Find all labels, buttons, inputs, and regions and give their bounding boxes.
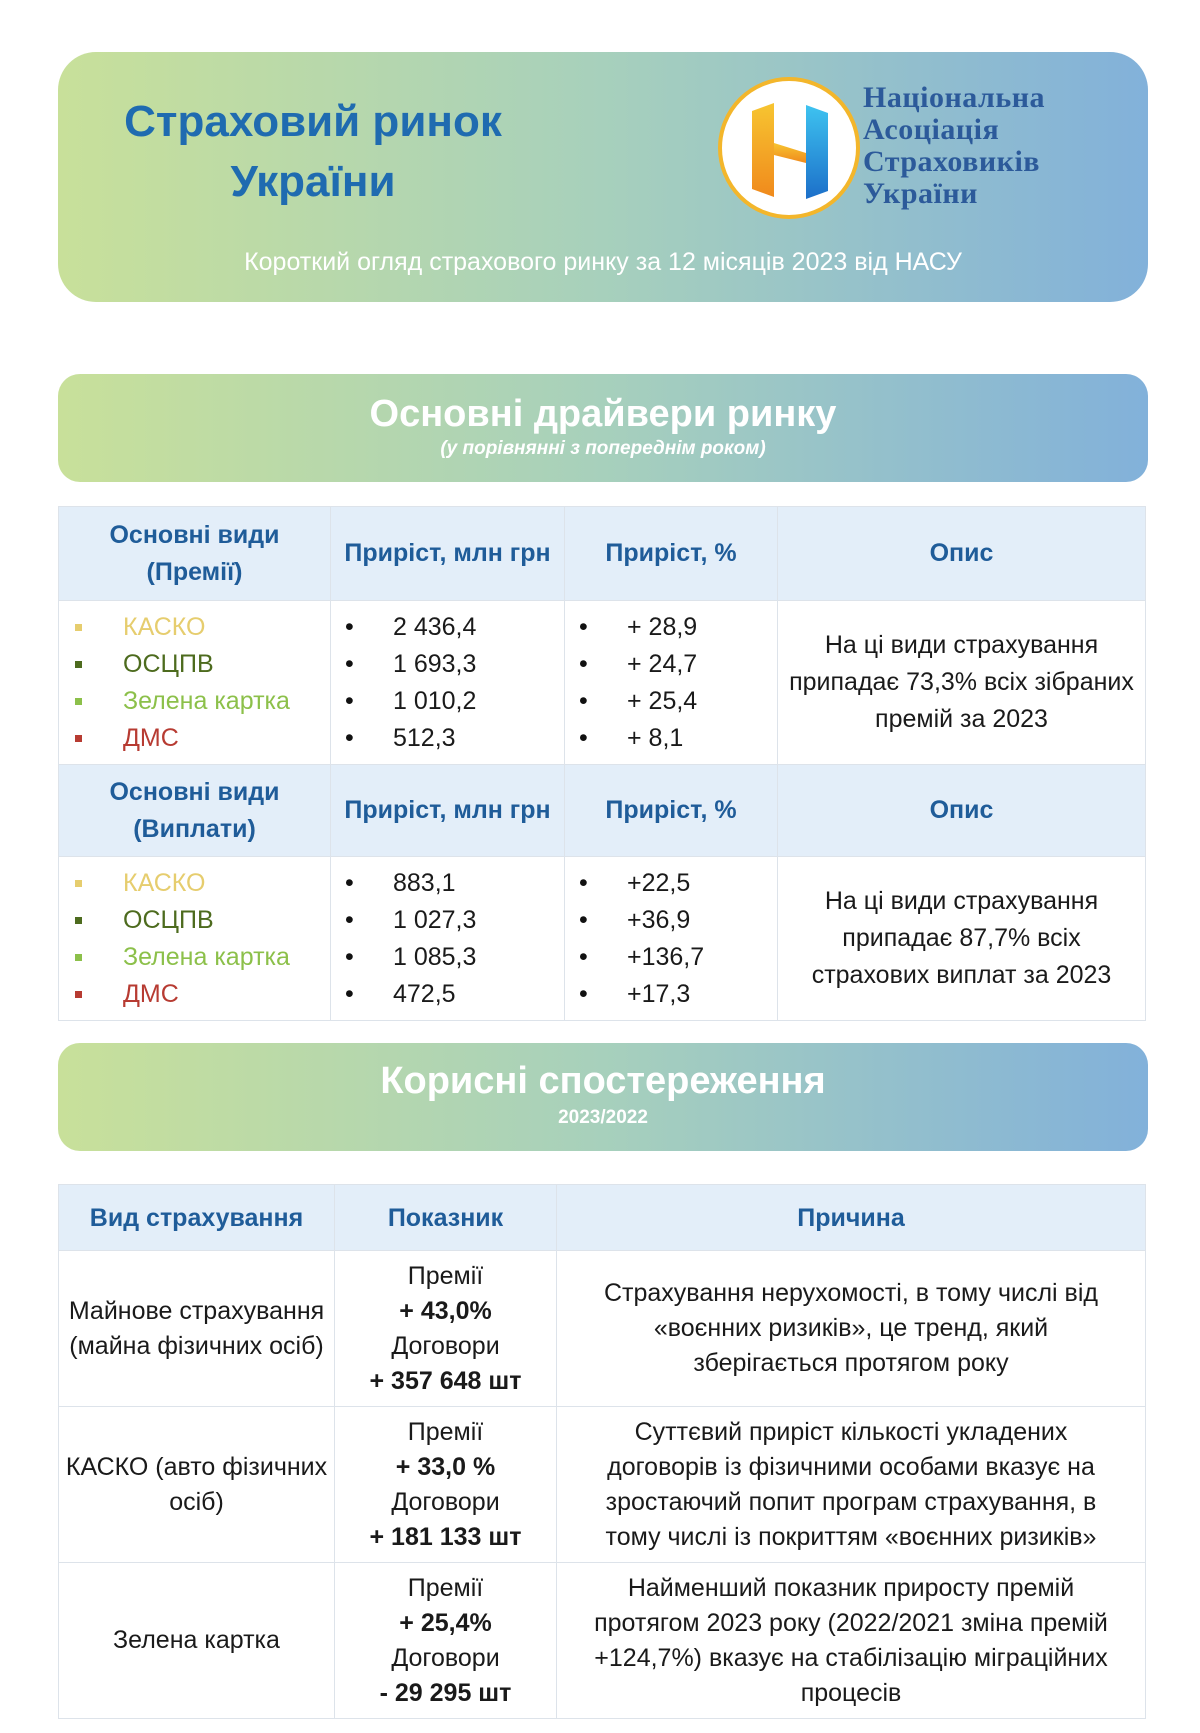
list-item: • 472,5 <box>345 976 564 1013</box>
section-observations-title: Корисні спостереження <box>380 1060 826 1102</box>
nasu-logo-text: Національна Асоціація Страховиків України <box>863 81 1045 210</box>
payouts-types-cell <box>59 857 331 1021</box>
list-item: • 1 693,3 <box>345 646 564 683</box>
table-row <box>59 1563 1146 1719</box>
bullet-square-icon <box>75 954 82 961</box>
bullet-square-icon <box>75 661 82 668</box>
list-item: • + 25,4 <box>579 683 777 720</box>
table-row <box>59 1407 1146 1563</box>
header-cell: Приріст, млн грн <box>331 765 565 857</box>
section-drivers-banner <box>58 374 1148 482</box>
header-cell: Приріст, % <box>565 765 778 857</box>
list-item: • 1 085,3 <box>345 939 564 976</box>
observations-header-row <box>59 1185 1146 1251</box>
premiums-amounts-cell <box>331 601 565 765</box>
nasu-logo-icon <box>718 77 860 219</box>
payouts-amounts-cell <box>331 857 565 1021</box>
bullet-square-icon <box>75 735 82 742</box>
section-drivers-subtitle: (у порівнянні з попереднім роком) <box>440 438 766 459</box>
payouts-data-row <box>59 857 1146 1021</box>
header-cell: Основні види (Виплати) <box>59 765 331 857</box>
list-item: • + 24,7 <box>579 646 777 683</box>
list-item: • + 28,9 <box>579 609 777 646</box>
header-banner <box>58 52 1148 302</box>
list-item: • 1 010,2 <box>345 683 564 720</box>
list-item: • 883,1 <box>345 865 564 902</box>
header-cell: Приріст, млн грн <box>331 507 565 601</box>
premiums-description-cell: На ці види страхування припадає 73,3% всіх зібраних премій за 2023 <box>778 601 1146 765</box>
insurance-type-cell: Майнове страхування (майна фізичних осіб) <box>59 1251 335 1407</box>
list-item: КАСКО <box>75 865 330 902</box>
list-item: КАСКО <box>75 609 330 646</box>
header-cell: Опис <box>778 507 1146 601</box>
header-cell: Причина <box>557 1185 1146 1251</box>
list-item: • 512,3 <box>345 720 564 757</box>
section-drivers-title: Основні драйвери ринку <box>369 393 837 435</box>
list-item: • +22,5 <box>579 865 777 902</box>
header-cell: Приріст, % <box>565 507 778 601</box>
reason-cell: Найменший показник приросту премій протягом 2023 року (2022/2021 зміна премій +124,7%) вказує на стабілізацію міграційних процесів <box>557 1563 1146 1719</box>
indicator-cell: Премії + 33,0 % Договори + 181 133 шт <box>335 1407 557 1563</box>
payouts-description-cell: На ці види страхування припадає 87,7% всіх страхових виплат за 2023 <box>778 857 1146 1021</box>
list-item: • + 8,1 <box>579 720 777 757</box>
premiums-types-cell <box>59 601 331 765</box>
drivers-table <box>58 506 1146 1021</box>
premiums-header-row <box>59 507 1146 601</box>
list-item: • 1 027,3 <box>345 902 564 939</box>
bullet-square-icon <box>75 624 82 631</box>
bullet-square-icon <box>75 991 82 998</box>
list-item: • +36,9 <box>579 902 777 939</box>
insurance-type-cell: Зелена картка <box>59 1563 335 1719</box>
section-observations-banner <box>58 1043 1148 1151</box>
list-item: ОСЦПВ <box>75 646 330 683</box>
list-item: Зелена картка <box>75 939 330 976</box>
header-cell: Вид страхування <box>59 1185 335 1251</box>
list-item: • +136,7 <box>579 939 777 976</box>
page-subtitle: Короткий огляд страхового ринку за 12 місяців 2023 від НАСУ <box>244 248 962 276</box>
header-cell: Основні види (Премії) <box>59 507 331 601</box>
header-cell: Показник <box>335 1185 557 1251</box>
premiums-data-row <box>59 601 1146 765</box>
reason-cell: Суттєвий приріст кількості укладених договорів із фізичними особами вказує на зростаючий попит програм страхування, в тому числі із покриттям «воєнних ризиків» <box>557 1407 1146 1563</box>
page-title: Страховий ринок України <box>124 97 502 206</box>
list-item: • 2 436,4 <box>345 609 564 646</box>
list-item: • +17,3 <box>579 976 777 1013</box>
bullet-square-icon <box>75 880 82 887</box>
indicator-cell: Премії + 43,0% Договори + 357 648 шт <box>335 1251 557 1407</box>
list-item: ОСЦПВ <box>75 902 330 939</box>
premiums-percent-cell <box>565 601 778 765</box>
bullet-square-icon <box>75 917 82 924</box>
indicator-cell: Премії + 25,4% Договори - 29 295 шт <box>335 1563 557 1719</box>
header-cell: Опис <box>778 765 1146 857</box>
payouts-header-row <box>59 765 1146 857</box>
payouts-percent-cell <box>565 857 778 1021</box>
insurance-type-cell: КАСКО (авто фізичних осіб) <box>59 1407 335 1563</box>
reason-cell: Страхування нерухомості, в тому числі від «воєнних ризиків», це тренд, який зберігається протягом року <box>557 1251 1146 1407</box>
table-row <box>59 1251 1146 1407</box>
list-item: ДМС <box>75 720 330 757</box>
observations-table <box>58 1184 1146 1719</box>
list-item: Зелена картка <box>75 683 330 720</box>
list-item: ДМС <box>75 976 330 1013</box>
section-observations-subtitle: 2023/2022 <box>558 1107 648 1128</box>
bullet-square-icon <box>75 698 82 705</box>
